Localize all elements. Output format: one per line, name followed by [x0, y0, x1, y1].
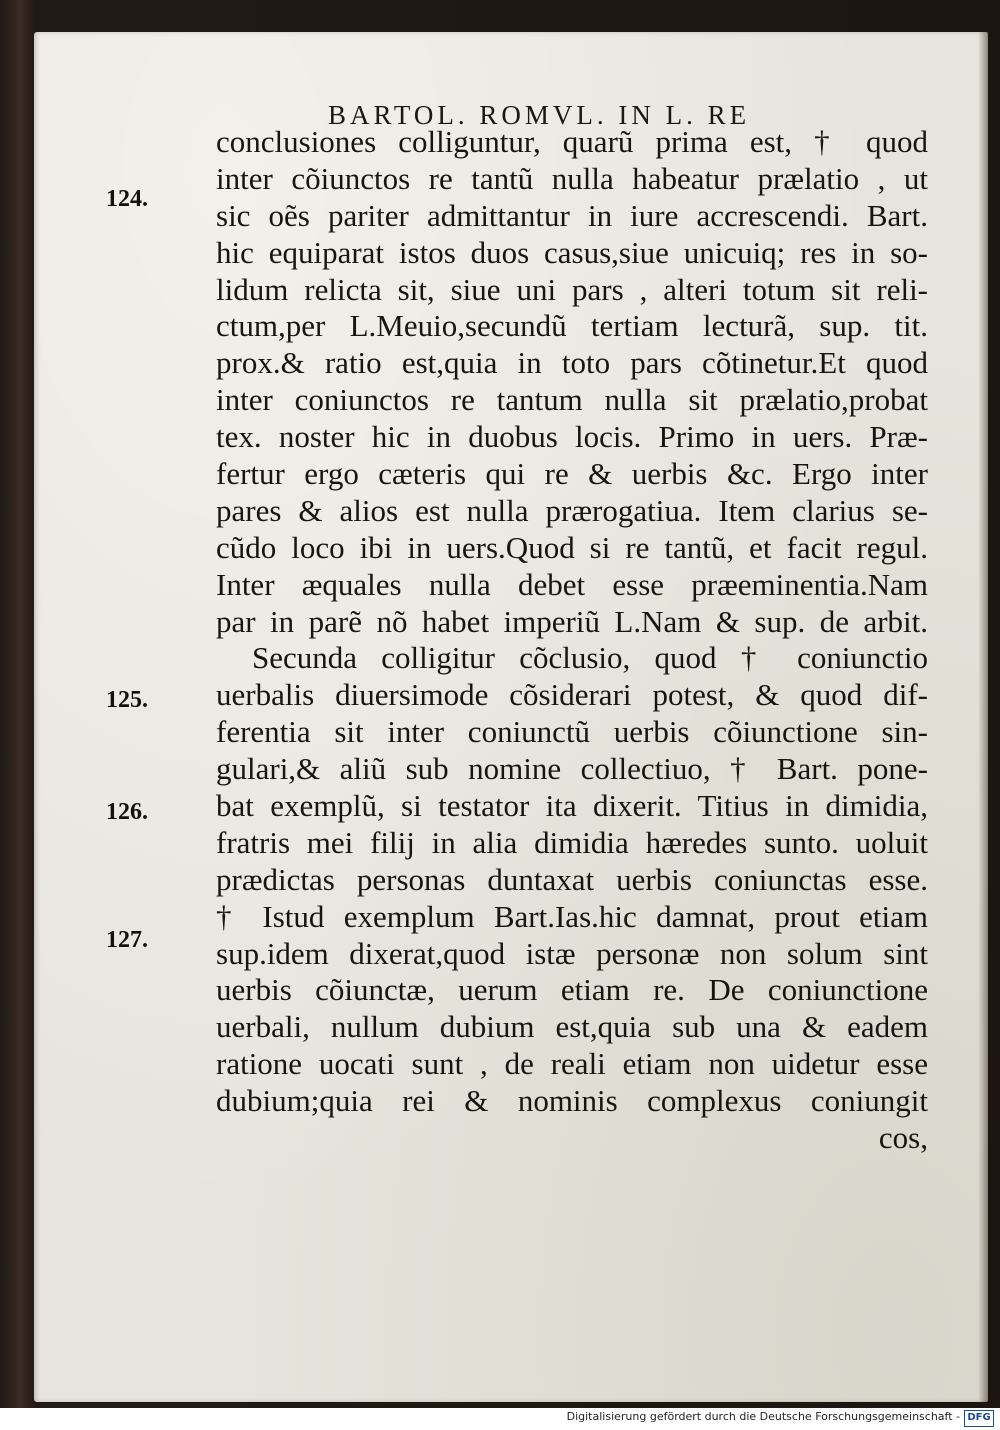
catchword: cos, — [878, 1120, 928, 1156]
text-line: ctum,per L.Meuio,secundũ tertiam lecturã, sup. tit. — [216, 308, 928, 344]
text-line: hic equiparat istos duos casus,siue unicuiq; res in so- — [216, 234, 928, 270]
text-line: ferentia sit inter coniunctũ uerbis cõiunctione sin- — [216, 714, 928, 750]
text-line: inter cõiunctos re tantũ nulla habeatur prælatio , ut — [216, 160, 928, 196]
text-line: pares & alios est nulla prærogatiua. Item clarius se- — [216, 492, 928, 528]
text-line: uerbalis diuersimode cõsiderari potest, & quod dif- — [216, 677, 928, 713]
text-line: † Istud exemplum Bart.Ias.hic damnat, prout etiam — [216, 898, 928, 934]
page-edge-shadow — [978, 32, 988, 1402]
text-line-paragraph-start: Secunda colligitur cõclusio, quod † coniunctio — [252, 640, 928, 676]
text-line: Inter æquales nulla debet esse præeminentia.Nam — [216, 566, 928, 602]
text-line: gulari,& aliũ sub nomine collectiuo, † Bart. pone- — [216, 751, 928, 787]
dfg-logo: DFG — [964, 1410, 994, 1427]
footer-bar — [0, 1408, 1000, 1430]
running-head: BARTOL. ROMVL. IN L. RE — [328, 100, 751, 130]
text-line: sic oẽs pariter admittantur in iure accrescendi. Bart. — [216, 197, 928, 233]
text-line: inter coniunctos re tantum nulla sit prælatio,probat — [216, 382, 928, 418]
text-line: sup.idem dixerat,quod istæ personæ non solum sint — [216, 935, 928, 971]
text-line: bat exemplũ, si testator ita dixerit. Titius in dimidia, — [216, 788, 928, 824]
text-line: par in parẽ nõ habet imperiũ L.Nam & sup. de arbit. — [216, 603, 928, 639]
text-line: fratris mei filij in alia dimidia hæredes sunto. uoluit — [216, 824, 928, 860]
text-line: uerbis cõiunctæ, uerum etiam re. De coniunctione — [216, 972, 928, 1008]
margin-number: 127. — [106, 927, 148, 953]
margin-number: 125. — [106, 687, 148, 713]
text-line: ratione uocati sunt , de reali etiam non uidetur esse — [216, 1046, 928, 1082]
text-line: lidum relicta sit, siue uni pars , alteri totum sit reli- — [216, 271, 928, 307]
text-line: prædictas personas duntaxat uerbis coniunctas esse. — [216, 861, 928, 897]
text-line: conclusiones colliguntur, quarũ prima est, † quod — [216, 124, 928, 159]
text-line: fertur ergo cæteris qui re & uerbis &c. Ergo inter — [216, 456, 928, 492]
text-line: prox.& ratio est,quia in toto pars cõtinetur.Et quod — [216, 345, 928, 381]
text-line: cũdo loco ibi in uers.Quod si re tantũ, et facit regul. — [216, 529, 928, 565]
text-line: tex. noster hic in duobus locis. Primo in uers. Præ- — [216, 419, 928, 455]
text-line: dubium;quia rei & nominis complexus coniungit — [216, 1083, 928, 1119]
text-line: uerbali, nullum dubium est,quia sub una & eadem — [216, 1009, 928, 1045]
margin-number: 126. — [106, 799, 148, 825]
funding-note: Digitalisierung gefördert durch die Deutsche Forschungsgemeinschaft - — [566, 1410, 960, 1423]
body-text — [216, 124, 928, 1157]
margin-number: 124. — [106, 186, 148, 212]
